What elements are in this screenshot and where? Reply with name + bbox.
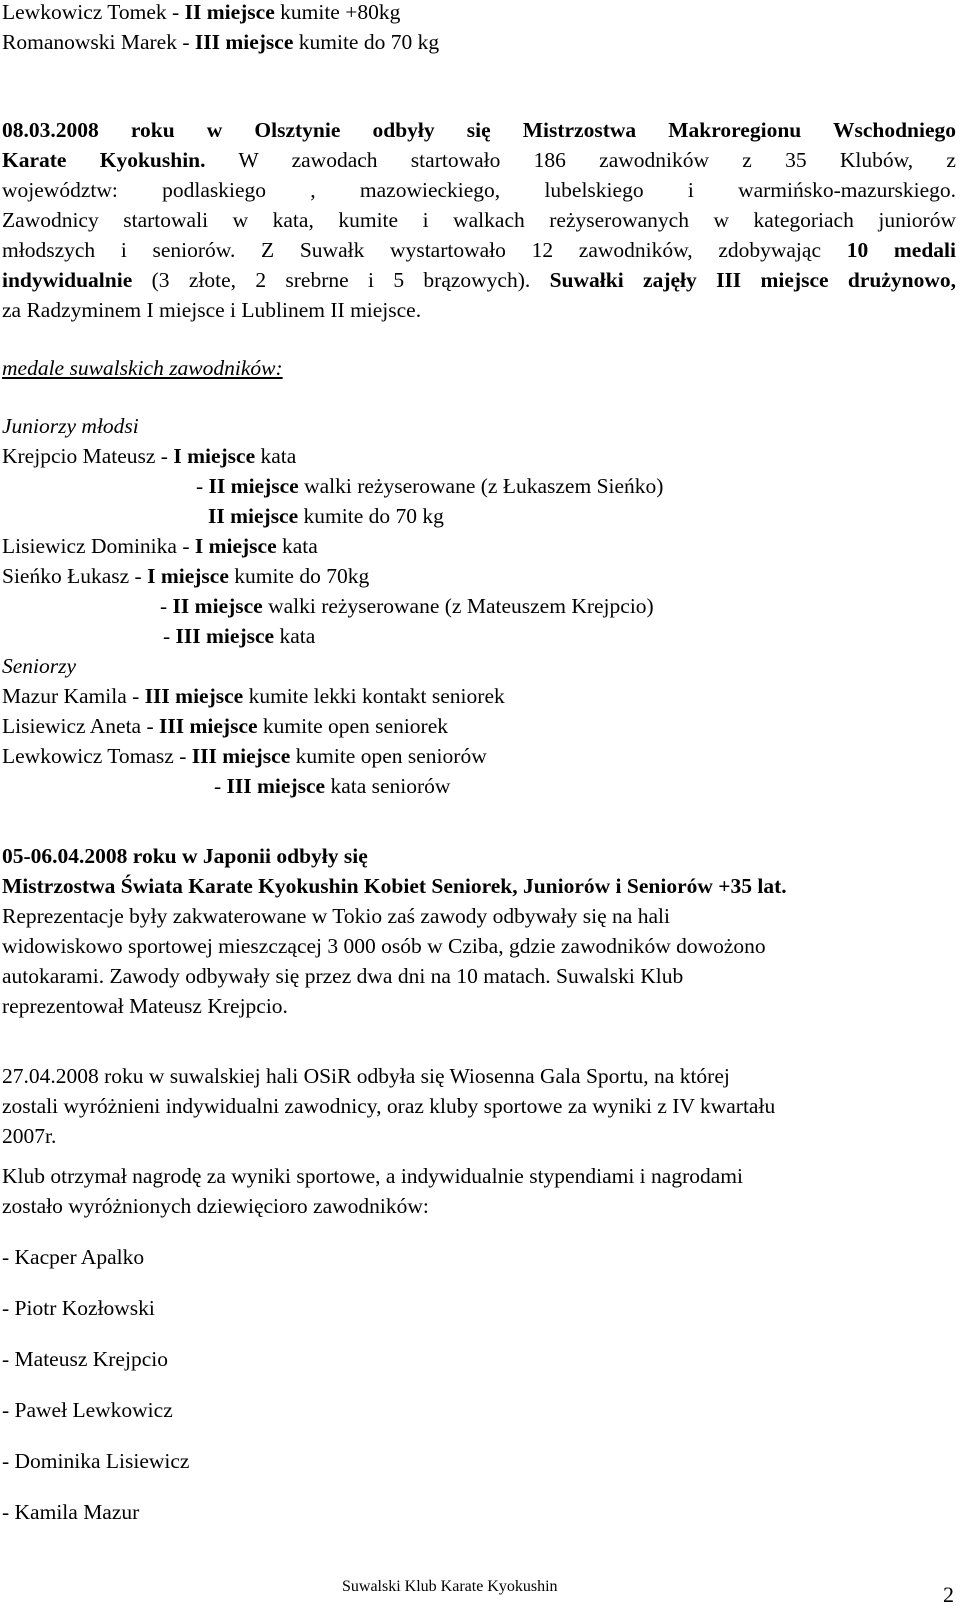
list-item: - Dominika Lisiewicz [2,1449,190,1473]
medal-line: Sieńko Łukasz - I miejsce kumite do 70kg [2,564,370,588]
paragraph-line: Zawodnicy startowali w kata, kumite i walkach reżyserowanych w kategoriach juniorów [2,208,956,232]
list-item: - Kamila Mazur [2,1500,140,1524]
page-footer: Suwalski Klub Karate Kyokushin [342,1578,558,1595]
paragraph-line: widowiskowo sportowej mieszczącej 3 000 osób w Cziba, gdzie zawodników dowożono [2,934,766,958]
paragraph-line: 05-06.04.2008 roku w Japonii odbyły się [2,844,368,868]
page-number: 2 [943,1582,954,1607]
medal-line: - III miejsce kata seniorów [214,774,451,798]
category: kumite +80kg [274,0,401,24]
medal-line: Krejpcio Mateusz - I miejsce kata [2,444,297,468]
section-heading: medale suwalskich zawodników: [2,356,283,380]
paragraph-line: Klub otrzymał nagrodę za wyniki sportowe, a indywidualnie stypendiami i nagrodami [2,1164,743,1188]
medal-line: Lisiewicz Dominika - I miejsce kata [2,534,318,558]
medal-line: Lisiewicz Aneta - III miejsce kumite open seniorek [2,714,448,738]
paragraph-line: 27.04.2008 roku w suwalskiej hali OSiR odbyła się Wiosenna Gala Sportu, na której [2,1064,730,1088]
place: III miejsce [194,30,294,54]
place: II miejsce [184,0,275,24]
paragraph-line: indywidualnie (3 złote, 2 srebrne i 5 brązowych). Suwałki zajęły III miejsce drużynowo, [2,268,956,292]
athlete-name: Romanowski Marek - [2,30,195,54]
medal-line: - II miejsce walki reżyserowane (z Mateuszem Krejpcio) [160,594,654,618]
paragraph-line: reprezentował Mateusz Krejpcio. [2,994,288,1018]
result-line [2,28,439,56]
paragraph-line: 08.03.2008 roku w Olsztynie odbyły się Mistrzostwa Makroregionu Wschodniego [2,118,956,142]
category-heading: Juniorzy młodsi [2,414,139,438]
list-item: - Paweł Lewkowicz [2,1398,173,1422]
result-line [2,0,400,26]
paragraph-line: województw: podlaskiego , mazowieckiego, lubelskiego i warmińsko-mazurskiego. [2,178,956,202]
list-item: - Kacper Apalko [2,1245,145,1269]
medal-line: Lewkowicz Tomasz - III miejsce kumite open seniorów [2,744,487,768]
paragraph-line: Reprezentacje były zakwaterowane w Tokio zaś zawody odbywały się na hali [2,904,670,928]
paragraph-line: zostali wyróżnieni indywidualni zawodnicy, oraz kluby sportowe za wyniki z IV kwartału [2,1094,776,1118]
paragraph-line: 2007r. [2,1124,57,1148]
paragraph-line: młodszych i seniorów. Z Suwałk wystartowało 12 zawodników, zdobywając 10 medali [2,238,956,262]
medal-line: - II miejsce walki reżyserowane (z Łukaszem Sieńko) [196,474,664,498]
medal-line: Mazur Kamila - III miejsce kumite lekki kontakt seniorek [2,684,505,708]
paragraph-line: autokarami. Zawody odbywały się przez dwa dni na 10 matach. Suwalski Klub [2,964,684,988]
medal-line: II miejsce kumite do 70 kg [208,504,444,528]
paragraph-line: zostało wyróżnionych dziewięcioro zawodników: [2,1194,429,1218]
category-heading: Seniorzy [2,654,77,678]
paragraph-line: Karate Kyokushin. W zawodach startowało 186 zawodników z 35 Klubów, z [2,148,956,172]
medal-line: - III miejsce kata [163,624,316,648]
paragraph-line: za Radzyminem I miejsce i Lublinem II miejsce. [2,298,422,322]
category: kumite do 70 kg [293,30,440,54]
paragraph-line: Mistrzostwa Świata Karate Kyokushin Kobiet Seniorek, Juniorów i Seniorów +35 lat. [2,874,787,898]
athlete-name: Lewkowicz Tomek - [2,0,185,24]
list-item: - Piotr Kozłowski [2,1296,155,1320]
list-item: - Mateusz Krejpcio [2,1347,168,1371]
